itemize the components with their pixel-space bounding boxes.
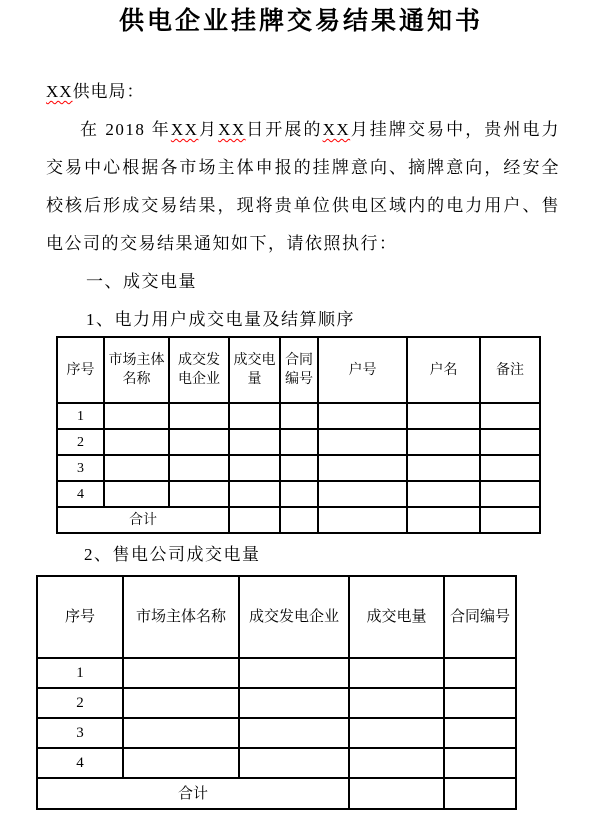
empty-fill-cell[interactable] [407,507,480,533]
empty-fill-cell[interactable] [349,778,444,809]
empty-fill-cell[interactable] [407,429,480,455]
spellcheck-flagged-text: XX [170,120,199,139]
column-header: 户号 [318,337,407,403]
empty-fill-cell[interactable] [169,455,229,481]
recipient-placeholder-text: XX [46,82,73,101]
empty-fill-cell[interactable] [104,403,169,429]
table-total-row [37,778,516,809]
empty-fill-cell[interactable] [280,429,318,455]
empty-fill-cell[interactable] [280,455,318,481]
power-user-volume-table [56,336,541,534]
empty-fill-cell[interactable] [349,688,444,718]
table-header-row [57,337,540,403]
empty-fill-cell[interactable] [229,429,280,455]
empty-fill-cell[interactable] [444,778,516,809]
paragraph-segment: 在 2018 年 [80,120,171,139]
table-row [57,429,540,455]
serial-number-cell: 2 [37,688,123,718]
empty-fill-cell[interactable] [280,481,318,507]
empty-fill-cell[interactable] [229,507,280,533]
empty-fill-cell[interactable] [123,658,239,688]
table-row [37,718,516,748]
column-header: 成交电量 [349,576,444,658]
column-header: 备注 [480,337,540,403]
empty-fill-cell[interactable] [444,658,516,688]
subsection-1-heading: 1、电力用户成交电量及结算顺序 [86,310,355,329]
column-header: 序号 [37,576,123,658]
empty-fill-cell[interactable] [480,429,540,455]
empty-fill-cell[interactable] [349,658,444,688]
table-row [37,688,516,718]
document-page [0,6,602,833]
empty-fill-cell[interactable] [280,403,318,429]
serial-number-cell: 1 [37,658,123,688]
table-row [57,455,540,481]
serial-number-cell: 3 [37,718,123,748]
body-paragraph [46,111,560,263]
empty-fill-cell[interactable] [480,507,540,533]
empty-fill-cell[interactable] [480,481,540,507]
subsection-2-heading: 2、售电公司成交电量 [84,545,261,564]
spellcheck-flagged-text: XX [218,120,246,139]
column-header: 合同编号 [280,337,318,403]
empty-fill-cell[interactable] [123,718,239,748]
empty-fill-cell[interactable] [280,507,318,533]
column-header: 成交发电企业 [169,337,229,403]
column-header: 市场主体名称 [123,576,239,658]
column-header: 市场主体名称 [104,337,169,403]
table-row [57,481,540,507]
section-1-heading: 一、成交电量 [86,272,197,291]
empty-fill-cell[interactable] [104,429,169,455]
table-row [37,748,516,778]
empty-fill-cell[interactable] [123,748,239,778]
empty-fill-cell[interactable] [407,455,480,481]
column-header: 序号 [57,337,104,403]
total-label-cell: 合计 [37,778,349,809]
serial-number-cell: 4 [37,748,123,778]
empty-fill-cell[interactable] [318,429,407,455]
paragraph-segment: 日开展的 [245,120,323,139]
document-title: 供电企业挂牌交易结果通知书 [118,8,483,35]
empty-fill-cell[interactable] [349,718,444,748]
table-total-row [57,507,540,533]
empty-fill-cell[interactable] [239,658,349,688]
empty-fill-cell[interactable] [480,455,540,481]
empty-fill-cell[interactable] [169,403,229,429]
paragraph-segment: 月 [198,120,219,139]
total-label-cell: 合计 [57,507,229,533]
serial-number-cell: 3 [57,455,104,481]
empty-fill-cell[interactable] [229,481,280,507]
column-header: 成交发电企业 [239,576,349,658]
table-row [37,658,516,688]
empty-fill-cell[interactable] [444,748,516,778]
empty-fill-cell[interactable] [229,403,280,429]
empty-fill-cell[interactable] [318,403,407,429]
empty-fill-cell[interactable] [229,455,280,481]
empty-fill-cell[interactable] [480,403,540,429]
table-row [57,403,540,429]
salutation-line [46,80,560,104]
table-header-row [37,576,516,658]
empty-fill-cell[interactable] [318,507,407,533]
retail-company-volume-table [36,575,517,810]
serial-number-cell: 2 [57,429,104,455]
empty-fill-cell[interactable] [349,748,444,778]
empty-fill-cell[interactable] [239,748,349,778]
empty-fill-cell[interactable] [123,688,239,718]
empty-fill-cell[interactable] [407,403,480,429]
empty-fill-cell[interactable] [444,688,516,718]
serial-number-cell: 4 [57,481,104,507]
empty-fill-cell[interactable] [104,455,169,481]
empty-fill-cell[interactable] [239,688,349,718]
empty-fill-cell[interactable] [318,455,407,481]
empty-fill-cell[interactable] [444,718,516,748]
empty-fill-cell[interactable] [239,718,349,748]
column-header: 户名 [407,337,480,403]
empty-fill-cell[interactable] [104,481,169,507]
serial-number-cell: 1 [57,403,104,429]
paragraph-segment: 月挂牌交易中，贵州电力交易中心根据各市场主体申报的挂牌意向、摘牌意向，经安全校核后形成交易结果，现将贵单位供电区域内的电力用户、售电公司的交易结果通知如下，请依照执行： [46,120,561,253]
spellcheck-flagged-text: XX [322,120,351,139]
recipient-suffix-text: 供电局： [72,82,145,101]
empty-fill-cell[interactable] [169,429,229,455]
column-header: 合同编号 [444,576,516,658]
column-header: 成交电量 [229,337,280,403]
empty-fill-cell[interactable] [169,481,229,507]
empty-fill-cell[interactable] [318,481,407,507]
empty-fill-cell[interactable] [407,481,480,507]
